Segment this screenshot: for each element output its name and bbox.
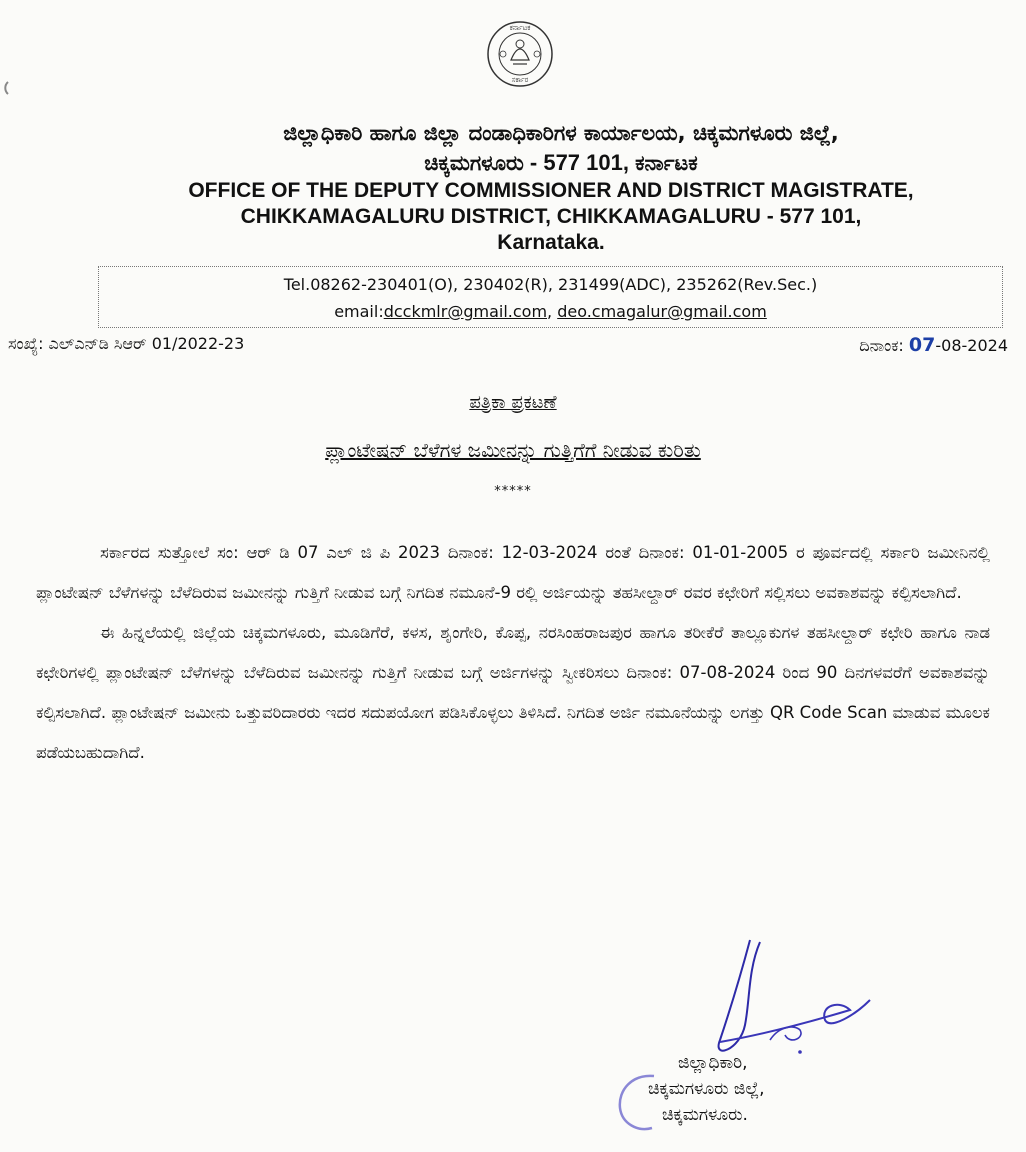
signatory-block: [600, 1050, 860, 1128]
email-separator: ,: [547, 302, 558, 321]
header-kannada-pin: - 577 101,: [523, 150, 636, 175]
date-month-year: -08-2024: [935, 336, 1008, 355]
header-english: [0, 178, 1026, 256]
binder-hole-mark: [0, 78, 14, 98]
telephone-numbers: Tel.08262-230401(O), 230402(R), 231499(ADC), 235262(Rev.Sec.): [283, 275, 818, 294]
header-kannada-place: ಚಿಕ್ಕಮಗಳೂರು: [424, 151, 524, 175]
karnataka-emblem-icon: [485, 8, 555, 100]
email-link-deo[interactable]: deo.cmagalur@gmail.com: [557, 302, 767, 321]
header-english-line3: Karnataka.: [497, 231, 605, 254]
press-release-title-text: ಪತ್ರಿಕಾ ಪ್ರಕಟಣೆ: [469, 392, 557, 413]
subject-text: ಪ್ಲಾಂಟೇಷನ್ ಬೆಳೆಗಳ ಜಮೀನನ್ನು ಗುತ್ತಿಗೆಗೆ ನೀಡುವ ಕುರಿತು: [325, 438, 701, 462]
paragraph-2: ಈ ಹಿನ್ನಲೆಯಲ್ಲಿ ಜಿಲ್ಲೆಯ ಚಿಕ್ಕಮಗಳೂರು, ಮೂಡಿಗೆರೆ, ಕಳಸ, ಶೃಂಗೇರಿ, ಕೊಪ್ಪ, ನರಸಿಂಹರಾಜಪುರ ಹಾಗೂ ತರೀಕೆರೆ ತಾಲ್ಲೂಕುಗಳ ತಹಸೀಲ್ದಾರ್ ಕಛೇರಿ ಹಾಗೂ ನಾಡ ಕಛೇರಿಗಳಲ್ಲಿ ಪ್ಲಾಂಟೇಷನ್ ಬೆಳೆಗಳನ್ನು ಬೆಳೆದಿರುವ ಜಮೀನನ್ನು ಗುತ್ತಿಗೆ ನೀಡುವ ಬಗ್ಗೆ ಅರ್ಜಿಗಳನ್ನು ಸ್ವೀಕರಿಸಲು ದಿನಾಂಕ: 07-08-2024 ರಿಂದ 90 ದಿನಗಳವರೆಗೆ ಅವಕಾಶವನ್ನು ಕಲ್ಪಿಸಲಾಗಿದೆ. ಪ್ಲಾಂಟೇಷನ್ ಜಮೀನು ಒತ್ತುವರಿದಾರರು ಇದರ ಸದುಪಯೋಗ ಪಡಿಸಿಕೊಳ್ಳಲು ತಿಳಿಸಿದೆ. ನಿಗದಿತ ಅರ್ಜಿ ನಮೂನೆಯನ್ನು ಲಗತ್ತು QR Code Scan ಮಾಡುವ ಮೂಲಕ ಪಡೆಯಬಹುದಾಗಿದೆ.: [36, 623, 990, 762]
reference-date: [859, 334, 1008, 358]
emblem-top-text: ಕರ್ನಾಟಕ: [509, 24, 531, 32]
header-kannada: [0, 118, 1026, 178]
date-label: ದಿನಾಂಕ:: [859, 336, 909, 355]
header-kannada-state: ಕರ್ನಾಟಕ: [635, 151, 698, 175]
signatory-title: ಜಿಲ್ಲಾಧಿಕಾರಿ,: [678, 1053, 748, 1073]
header-english-line1: OFFICE OF THE DEPUTY COMMISSIONER AND DISTRICT MAGISTRATE,: [188, 179, 914, 202]
reference-line: [8, 334, 1008, 358]
separator-stars: *****: [494, 484, 532, 499]
header-kannada-line2: [96, 148, 1026, 178]
reference-number: ಸಂಖ್ಯೆ: ಎಲ್‌ಎನ್‌ಡಿ ಸಿಆರ್ 01/2022-23: [8, 334, 245, 353]
paragraph-1: ಸರ್ಕಾರದ ಸುತ್ತೋಲೆ ಸಂ: ಆರ್ ಡಿ 07 ಎಲ್ ಜಿ ಪಿ 2023 ದಿನಾಂಕ: 12-03-2024 ರಂತೆ ದಿನಾಂಕ: 01-01-2005 ರ ಪೂರ್ವದಲ್ಲಿ ಸರ್ಕಾರಿ ಜಮೀನಿನಲ್ಲಿ ಪ್ಲಾಂಟೇಷನ್ ಬೆಳೆಗಳನ್ನು ಬೆಳೆದಿರುವ ಜಮೀನನ್ನು ಗುತ್ತಿಗೆ ನೀಡುವ ಬಗ್ಗೆ ನಿಗದಿತ ನಮೂನೆ-9 ರಲ್ಲಿ ಅರ್ಜಿಯನ್ನು ತಹಸೀಲ್ದಾರ್ ರವರ ಕಛೇರಿಗೆ ಸಲ್ಲಿಸಲು ಅವಕಾಶವನ್ನು ಕಲ್ಪಿಸಲಾಗಿದೆ.: [36, 543, 990, 602]
date-day-handwritten: 07: [908, 334, 936, 356]
email-line: [99, 298, 1002, 325]
contact-box: [98, 266, 1003, 328]
header-kannada-line1: ಜಿಲ್ಲಾಧಿಕಾರಿ ಹಾಗೂ ಜಿಲ್ಲಾ ದಂಡಾಧಿಕಾರಿಗಳ ಕಾರ್ಯಾಲಯ, ಚಿಕ್ಕಮಗಳೂರು ಜಿಲ್ಲೆ,: [283, 121, 839, 145]
header-english-line2: CHIKKAMAGALURU DISTRICT, CHIKKAMAGALURU - 577 101,: [240, 205, 862, 228]
email-link-dcckmlr[interactable]: dcckmlr@gmail.com: [383, 302, 548, 321]
signatory-district: ಚಿಕ್ಕಮಗಳೂರು ಜಿಲ್ಲೆ,: [648, 1079, 765, 1099]
press-release-title: [0, 392, 1026, 413]
email-label: email:: [334, 302, 384, 321]
signatory-place: ಚಿಕ್ಕಮಗಳೂರು.: [662, 1105, 748, 1125]
subject-line: [0, 438, 1026, 462]
body-text: [36, 533, 990, 773]
emblem-bottom-text: ಸರ್ಕಾರ: [511, 76, 529, 84]
